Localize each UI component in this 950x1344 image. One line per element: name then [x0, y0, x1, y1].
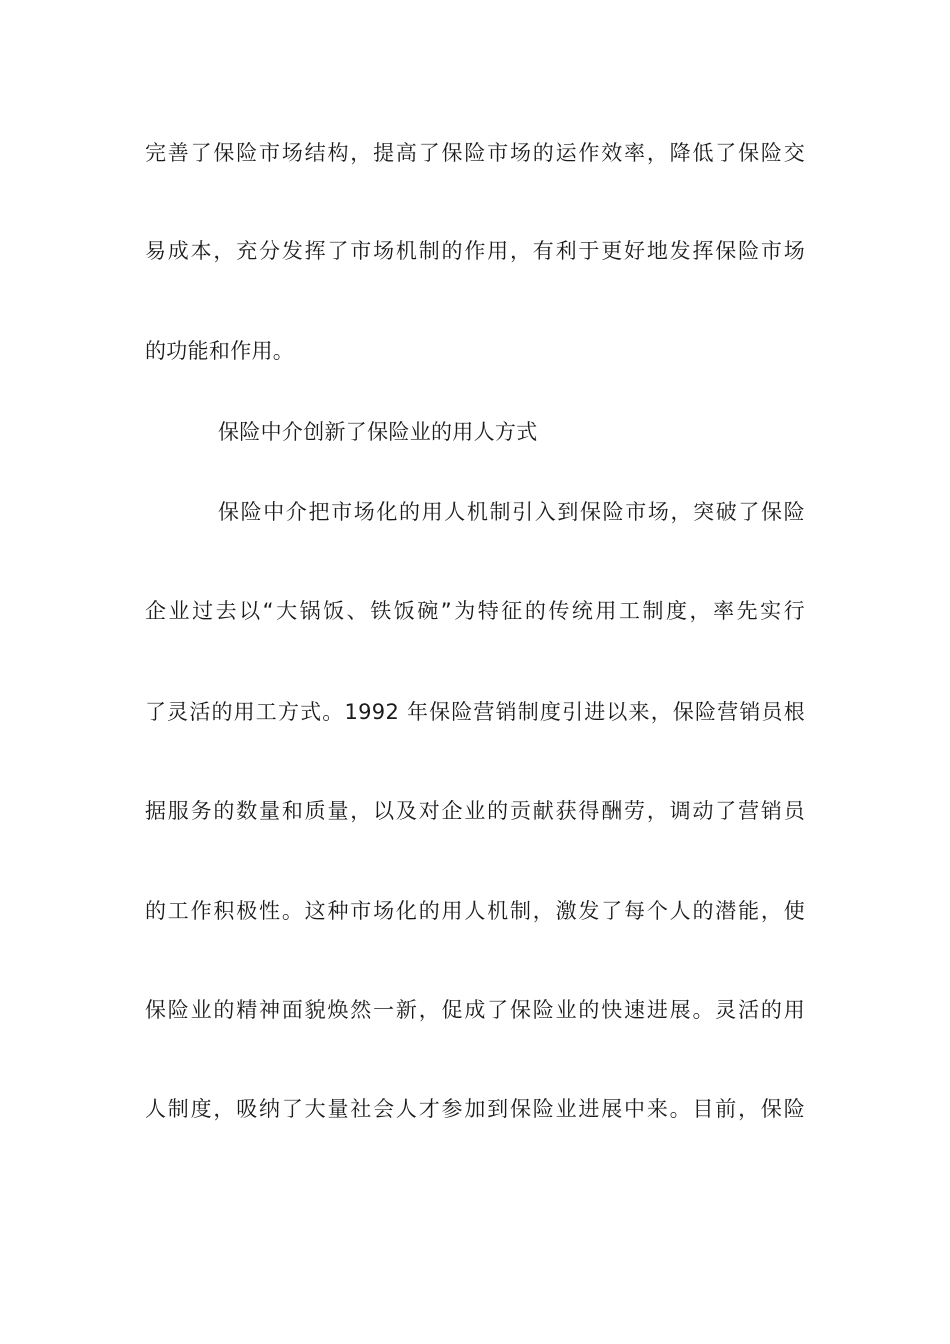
paragraph-line: 的工作积极性。这种市场化的用人机制，激发了每个人的潜能，使 — [145, 899, 805, 923]
paragraph-line: 人制度，吸纳了大量社会人才参加到保险业进展中来。目前，保险 — [145, 1097, 805, 1121]
paragraph-line: 完善了保险市场结构，提高了保险市场的运作效率，降低了保险交 — [145, 141, 805, 165]
section-heading: 保险中介创新了保险业的用人方式 — [218, 420, 538, 444]
paragraph-line: 保险业的精神面貌焕然一新，促成了保险业的快速进展。灵活的用 — [145, 998, 805, 1022]
paragraph-line: 据服务的数量和质量，以及对企业的贡献获得酬劳，调动了营销员 — [145, 799, 805, 823]
paragraph-line: 保险中介把市场化的用人机制引入到保险市场，突破了保险 — [218, 500, 805, 524]
paragraph-line: 了灵活的用工方式。1992 年保险营销制度引进以来，保险营销员根 — [145, 700, 805, 724]
paragraph-line: 的功能和作用。 — [145, 339, 295, 363]
paragraph-line: 企业过去以“大锅饭、铁饭碗”为特征的传统用工制度，率先实行 — [145, 599, 805, 623]
paragraph-line: 易成本，充分发挥了市场机制的作用，有利于更好地发挥保险市场 — [145, 239, 805, 263]
